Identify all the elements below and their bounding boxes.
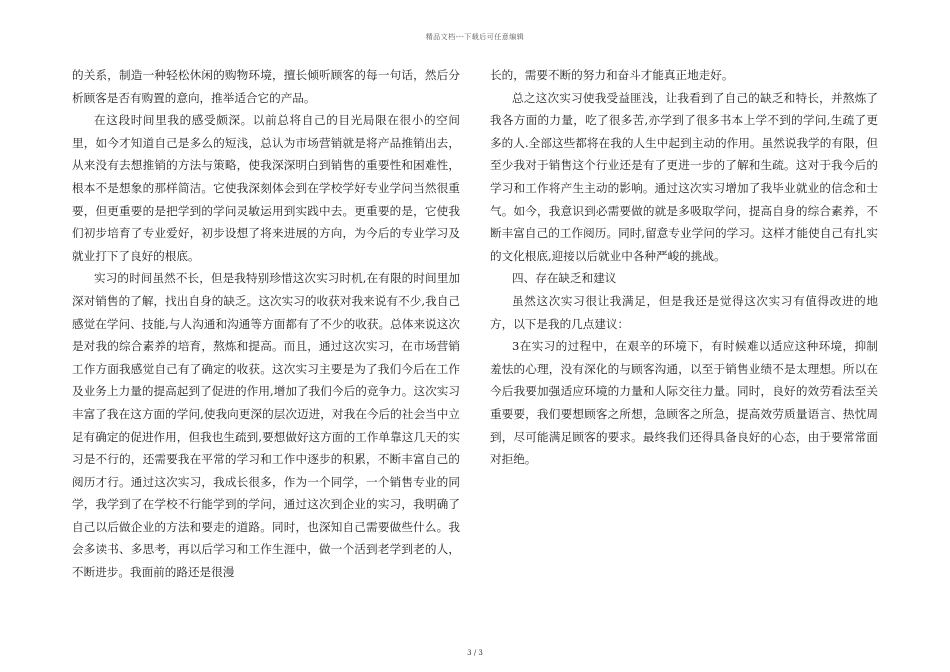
paragraph: 实习的时间虽然不长，但是我特别珍惜这次实习时机,在有限的时间里加深对销售的了解，找出自身的缺乏。这次实习的收获对我来说有不少,我自己感觉在学问、技能,与人沟通和沟通等方面都有了不少的收获。总体来说这次是对我的综合素养的培育，熬炼和提高。而且，通过这次实习，在市场营销工作方面我感觉自己有了确定的收获。这次实习主要是为了我们今后在工作及业务上力量的提高起到了促进的作用,增加了我们今后的竞争力。这次实习丰富了我在这方面的学问,使我向更深的层次迈进，对我在今后的社会当中立足有确定的促进作用，但我也生疏到,要想做好这方面的工作单靠这几天的实习是不行的，还需要我在平常的学习和工作中逐步的积累，不断丰富自己的阅历才行。通过这次实习，我成长很多，作为一个同学，一个销售专业的同学，我学到了在学校不行能学到的学问，通过这次到企业的实习，我明确了自己以后做企业的方法和要走的道路。同时，也深知自己需要做些什么。我会多读书、多思考，再以后学习和工作生涯中，做一个活到老学到老的人，不断进步。我面前的路还是很漫 — [72, 271, 460, 580]
paragraph: 3在实习的过程中，在艰辛的环境下，有时候难以适应这种环境，抑制羞怯的心理，没有深化的与顾客沟通，以至于销售业绩不是太理想。所以在今后我要加强适应环境的力量和人际交往力量。同时，良好的效劳看法至关重要要，我们要想顾客之所想，急顾客之所急，提高效劳质量语言、热忱周到，尽可能满足顾客的要求。最终我们还得具备良好的心态，由于要常常面对拒绝。 — [490, 339, 878, 467]
paragraph: 的关系，制造一种轻松休闲的购物环境，擅长倾听顾客的每一句话，然后分析顾客是否有购置的意向，推举适合它的产品。 — [72, 68, 460, 105]
paragraph: 在这段时间里我的感受颇深。以前总将自己的目光局限在很小的空间里，如今才知道自己是多么的短浅，总认为市场营销就是将产品推销出去，从来没有去想推销的方法与策略，使我深深明白到销售的重要性和困难性，根本不是想象的那样简洁。它使我深刻体会到在学校学好专业学问当然很重要，但更重要的是把学到的学问灵敏运用到实践中去。更重要的是，它使我们初步培育了专业爱好，初步设想了将来进展的方向，为今后的专业学习及就业打下了良好的根底。 — [72, 113, 460, 263]
paragraph: 长的，需要不断的努力和奋斗才能真正地走好。 — [490, 68, 734, 82]
section-heading: 四、存在缺乏和建议 — [512, 271, 617, 286]
page-header: 精品文档---下载后可任意编辑 — [425, 33, 525, 41]
paragraph: 虽然这次实习很让我满足，但是我还是觉得这次实习有值得改进的地方，以下是我的几点建议： — [490, 293, 878, 331]
paragraph: 总之这次实习使我受益匪浅，让我看到了自己的缺乏和特长，并熬炼了我各方面的力量，吃了很多苦,亦学到了很多书本上学不到的学问,生疏了更多的人.全部这些都将在我的人生中起到主动的作用。虽然说我学的有限，但至少我对于销售这个行业还是有了更进一步的了解和生疏。这对于我今后的学习和工作将产生主动的影响。通过这次实习增加了我毕业就业的信念和士气。如今，我意识到必需要做的就是多吸取学问，提高自身的综合素养，不断丰富自己的工作阅历。同时,留意专业学问的学习。这样才能使自己有扎实的文化根底,迎接以后就业中各种严峻的挑战。 — [490, 90, 878, 263]
page-number: 3 / 3 — [467, 649, 483, 657]
right-column — [490, 64, 878, 471]
left-column — [72, 64, 460, 584]
